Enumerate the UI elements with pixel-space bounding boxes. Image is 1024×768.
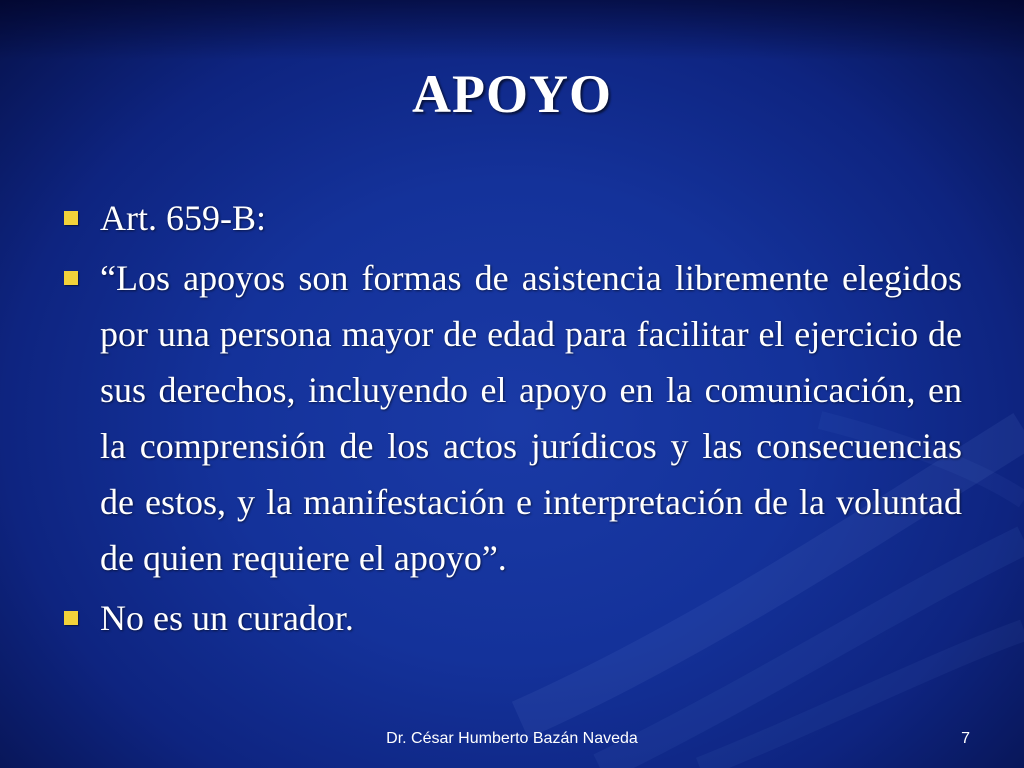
footer-author: Dr. César Humberto Bazán Naveda (386, 730, 638, 747)
bullet-text: No es un curador. (100, 598, 354, 638)
bullet-text: “Los apoyos son formas de asistencia libremente elegidos por una persona mayor de edad para facilitar el ejercicio de sus derechos, incluyendo el apoyo en la comunicación, en la comprensión de los actos jurídicos y las consecuencias de estos, y la manifestación e interpretación de la voluntad de quien requiere el apoyo”. (100, 258, 962, 578)
bullet-item (62, 590, 962, 646)
page-number: 7 (961, 730, 970, 747)
bullet-item (62, 190, 962, 246)
square-bullet-icon (64, 211, 78, 225)
bullet-item (62, 250, 962, 586)
slide-title: APOYO (412, 64, 612, 124)
square-bullet-icon (64, 611, 78, 625)
top-shade (0, 0, 1024, 60)
square-bullet-icon (64, 271, 78, 285)
bullet-text: Art. 659-B: (100, 198, 266, 238)
bullet-list (62, 190, 962, 650)
